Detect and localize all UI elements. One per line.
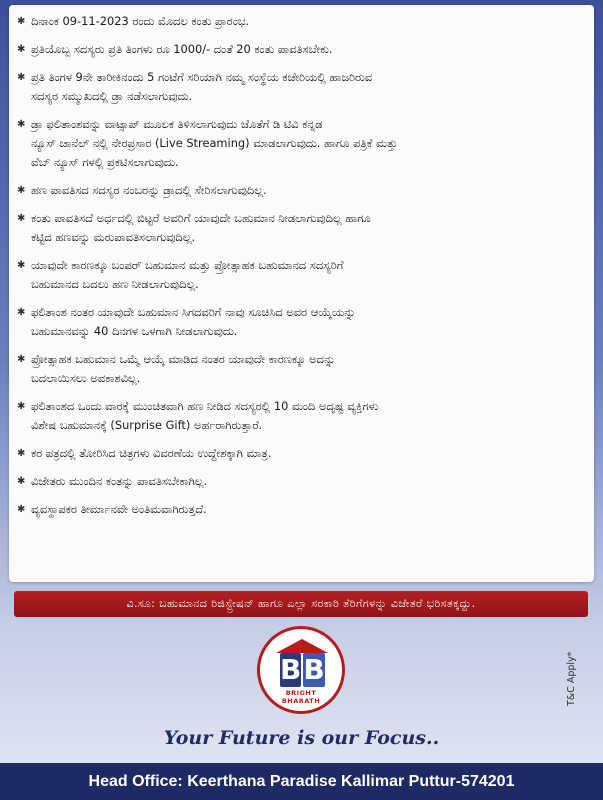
rule-line: ಹಣ ಪಾವತಿಸದ ಸದಸ್ಯರ ನಂಬರನ್ನು ಡ್ರಾದಲ್ಲಿ ಸೇರಿಸಲಾಗುವುದಿಲ್ಲ. xyxy=(31,183,267,197)
bullet-asterisk-icon: ✱ xyxy=(17,307,26,318)
rule-item xyxy=(17,40,584,59)
rule-text xyxy=(31,303,584,341)
rule-text xyxy=(31,350,584,388)
bullet-asterisk-icon: ✱ xyxy=(17,119,26,130)
notice-text: ವಿ.ಸೂ: ಬಹುಮಾನದ ರಿಜಿಸ್ಟ್ರೇಷನ್ ಹಾಗೂ ಎಲ್ಲಾ ಸರಕಾರಿ ತೆರಿಗೆಗಳನ್ನು ವಿಜೇತರೆ ಭರಿಸತಕ್ಕದ್ದು. xyxy=(126,597,476,610)
footer-bar xyxy=(0,763,603,800)
logo-roof-icon xyxy=(276,639,328,653)
rule-line: ವಿಜೇತರು ಮುಂದಿನ ಕಂತನ್ನು ಪಾವತಿಸಬೇಕಾಗಿಲ್ಲ. xyxy=(31,474,208,488)
bullet-asterisk-icon: ✱ xyxy=(17,44,26,55)
rule-line: ನ್ಯೂಸ್ ಚಾನೆಲ್ ನಲ್ಲಿ ನೇರಪ್ರಸಾರ (Live Streaming) ಮಾಡಲಾಗುವುದು. ಹಾಗೂ ಪತ್ರಿಕೆ ಮತ್ತು xyxy=(31,136,398,150)
rule-item xyxy=(17,115,584,172)
rule-text xyxy=(31,209,584,247)
head-office-address: Head Office: Keerthana Paradise Kallimar Puttur-574201 xyxy=(88,772,515,790)
notice-banner xyxy=(14,591,588,617)
bullet-asterisk-icon: ✱ xyxy=(17,72,26,83)
rule-line: ವ್ಯವಸ್ಥಾಪಕರ ತೀರ್ಮಾನವೇ ಅಂತಿಮವಾಗಿರುತ್ತದೆ. xyxy=(31,502,207,516)
rule-line: ಫಲಿತಾಂಶ ನಂತರ ಯಾವುದೇ ಬಹುಮಾನ ಸಿಗದವರಿಗೆ ನಾವು ಸೂಚಿಸಿದ ಅವರ ಆಯ್ಕೆಯನ್ನು xyxy=(31,305,356,319)
rule-item xyxy=(17,350,584,388)
rule-line: ಬಹುಮಾನದ ಬದಲು ಹಣ ನೀಡಲಾಗುವುದಿಲ್ಲ. xyxy=(31,277,199,291)
bullet-asterisk-icon: ✱ xyxy=(17,504,26,515)
rule-line: ಪ್ರತಿಯೊಬ್ಬ ಸದಸ್ಯರು ಪ್ರತಿ ತಿಂಗಳು ರೂ 1000/- ದಂತೆ 20 ಕಂತು ಪಾವತಿಸಬೇಕು. xyxy=(31,42,333,56)
rule-text xyxy=(31,256,584,294)
rule-line: ವೆಬ್ ನ್ಯೂಸ್ ಗಳಲ್ಲಿ ಪ್ರಕಟಿಸಲಾಗುವುದು. xyxy=(31,155,179,169)
tagline: Your Future is our Focus.. xyxy=(163,727,440,749)
logo-letter-2: B xyxy=(303,653,325,686)
rule-text xyxy=(31,472,584,491)
rule-line: ಬಹುಮಾನವನ್ನು 40 ದಿನಗಳ ಒಳಗಾಗಿ ನೀಡಲಾಗುವುದು. xyxy=(31,324,238,338)
rule-line: ಪ್ರತಿ ತಿಂಗಳ 9ನೇ ತಾರೀಕಿನಂದು 5 ಗಂಟೆಗೆ ಸರಿಯಾಗಿ ನಮ್ಮ ಸಂಸ್ಥೆಯ ಕಚೇರಿಯಲ್ಲಿ ಹಾಜರಿರುವ xyxy=(31,70,373,84)
rule-line: ಪ್ರೋತ್ಸಾಹಕ ಬಹುಮಾನ ಒಮ್ಮೆ ಆಯ್ಕೆ ಮಾಡಿದ ನಂತರ ಯಾವುದೇ ಕಾರಣಕ್ಕೂ ಅದನ್ನು xyxy=(31,352,336,366)
rule-item xyxy=(17,444,584,463)
rule-text xyxy=(31,500,584,519)
rule-item xyxy=(17,181,584,200)
rule-line: ಡ್ರಾ ಫಲಿತಾಂಶವನ್ನು ವಾಟ್ಸಾಪ್ ಮೂಲಕ ತಿಳಿಸಲಾಗುವುದು ಜೊತೆಗೆ ಡಿ ಟಿವಿ ಕನ್ನಡ xyxy=(31,117,323,131)
rule-item xyxy=(17,209,584,247)
bullet-asterisk-icon: ✱ xyxy=(17,354,26,365)
rule-line: ಕಟ್ಟಿದ ಹಣವನ್ನು ಮರುಪಾವತಿಸಲಾಗುವುದಿಲ್ಲ. xyxy=(31,230,196,244)
rule-line: ಬದಲಾಯಿಸಲು ಅವಕಾಶವಿಲ್ಲ. xyxy=(31,371,141,385)
logo-name xyxy=(260,689,342,705)
rule-line: ವಿಶೇಷ ಬಹುಮಾನಕ್ಕೆ (Surprise Gift) ಅರ್ಹರಾಗಿರುತ್ತಾರೆ. xyxy=(31,418,263,432)
bullet-asterisk-icon: ✱ xyxy=(17,476,26,487)
rule-line: ಕಂತು ಪಾವತಿಸದೆ ಅರ್ಧದಲ್ಲಿ ಬಿಟ್ಟರೆ ಅವರಿಗೆ ಯಾವುದೇ ಬಹುಮಾನ ನೀಡಲಾಗುವುದಿಲ್ಲ ಹಾಗೂ xyxy=(31,211,371,225)
rule-item xyxy=(17,397,584,435)
logo-name-line-1: BRIGHT xyxy=(285,689,317,697)
rule-text xyxy=(31,12,584,31)
rule-line: ಯಾವುದೇ ಕಾರಣಕ್ಕೂ ಬಂಪರ್ ಬಹುಮಾನ ಮತ್ತು ಪ್ರೋತ್ಸಾಹಕ ಬಹುಮಾನದ ಸದಸ್ಯರಿಗೆ xyxy=(31,258,344,272)
rule-line: ದಿನಾಂಕ 09-11-2023 ರಂದು ಮೊದಲ ಕಂತು ಪ್ರಾರಂಭ. xyxy=(31,14,250,28)
logo-letters xyxy=(280,653,326,687)
logo-name-line-2: BHARATH xyxy=(281,697,321,705)
bullet-asterisk-icon: ✱ xyxy=(17,213,26,224)
terms-note: T&C Apply* xyxy=(566,651,577,706)
rule-line: ಕರ ಪತ್ರದಲ್ಲಿ ತೋರಿಸಿದ ಚಿತ್ರಗಳು ವಿವರಣೆಯ ಉದ್ದೇಶಕ್ಕಾಗಿ ಮಾತ್ರ. xyxy=(31,446,272,460)
bullet-asterisk-icon: ✱ xyxy=(17,260,26,271)
rule-item xyxy=(17,472,584,491)
rule-item xyxy=(17,256,584,294)
bullet-asterisk-icon: ✱ xyxy=(17,16,26,27)
bullet-asterisk-icon: ✱ xyxy=(17,448,26,459)
rule-text xyxy=(31,397,584,435)
bullet-asterisk-icon: ✱ xyxy=(17,185,26,196)
rule-item xyxy=(17,303,584,341)
rule-item xyxy=(17,68,584,106)
rule-line: ಫಲಿತಾಂಶದ ಒಂದು ವಾರಕ್ಕೆ ಮುಂಚಿತವಾಗಿ ಹಣ ನೀಡಿದ ಸದಸ್ಯರಲ್ಲಿ 10 ಮಂದಿ ಅದೃಷ್ಟ ವ್ಯಕ್ತಿಗಳು xyxy=(31,399,379,413)
rule-item xyxy=(17,500,584,519)
rule-text xyxy=(31,181,584,200)
logo-letter-1: B xyxy=(280,653,302,686)
rule-text xyxy=(31,115,584,172)
bullet-asterisk-icon: ✱ xyxy=(17,401,26,412)
rule-text xyxy=(31,444,584,463)
brand-logo xyxy=(257,626,345,714)
rule-line: ಸದಸ್ಯರ ಸಮ್ಮುಖದಲ್ಲಿ ಡ್ರಾ ನಡೆಸಲಾಗುವುದು. xyxy=(31,89,193,103)
rule-item xyxy=(17,12,584,31)
rule-text xyxy=(31,68,584,106)
rules-card xyxy=(9,5,594,582)
rule-text xyxy=(31,40,584,59)
